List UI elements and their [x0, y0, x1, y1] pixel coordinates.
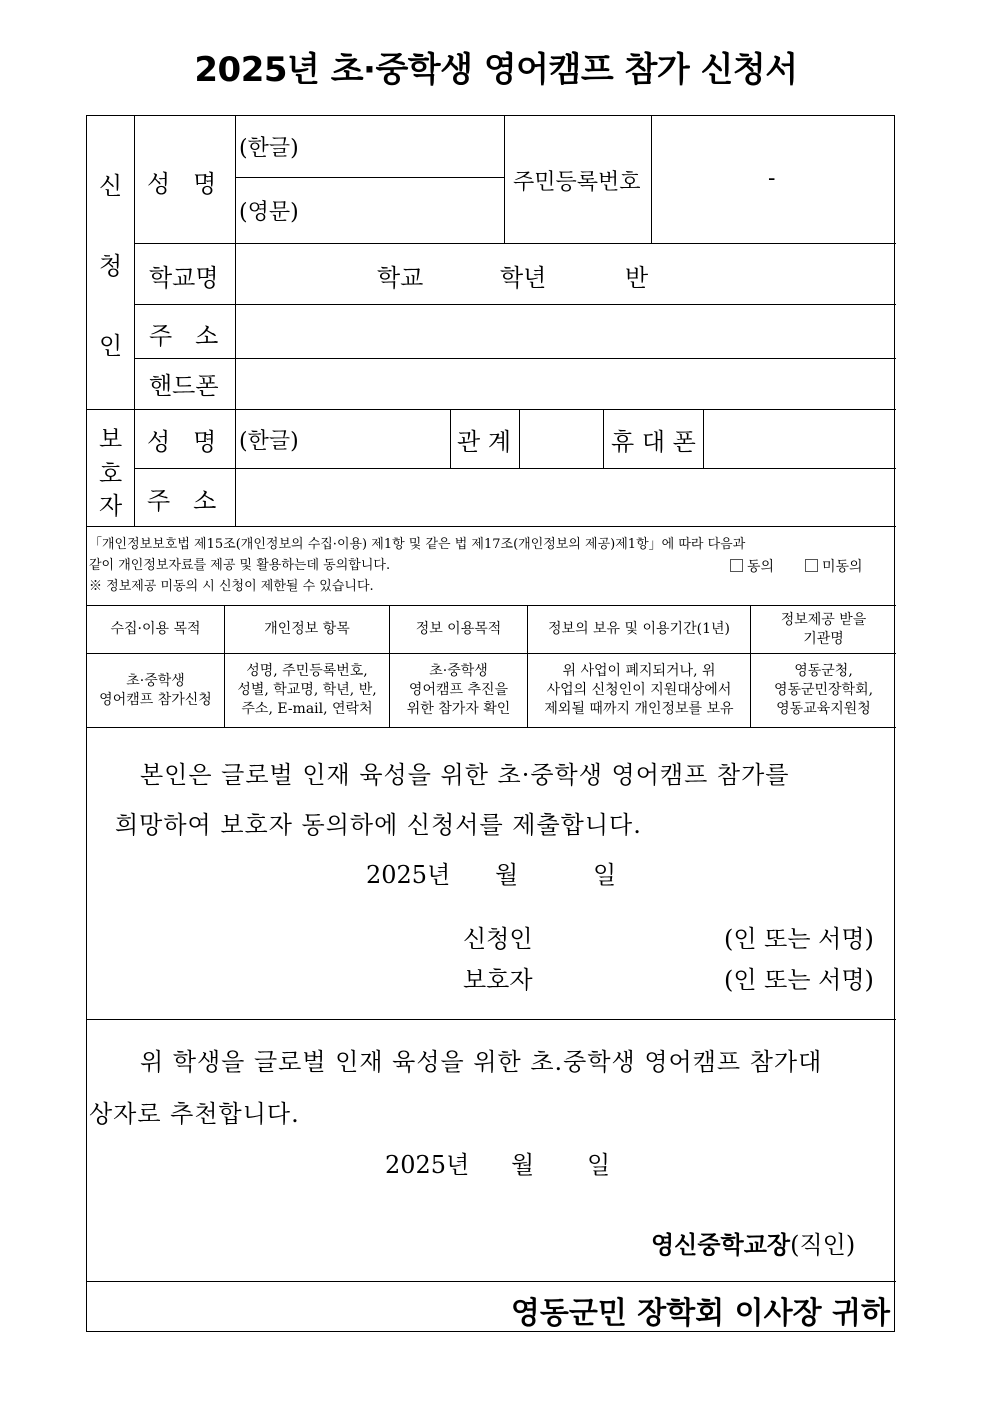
divider — [651, 116, 652, 243]
applicant-phone-label: 핸드폰 — [149, 372, 219, 400]
recommendation-month[interactable]: 월 — [511, 1151, 535, 1179]
divider — [134, 304, 896, 305]
school-label: 학교명 — [149, 264, 219, 292]
guardian-name-korean-field[interactable]: (한글) — [239, 429, 299, 454]
declaration-line-1: 본인은 글로벌 인재 육성을 위한 초·중학생 영어캠프 참가를 — [140, 761, 790, 789]
applicant-name-english-field[interactable]: (영문) — [239, 200, 299, 225]
privacy-header-purpose: 수집·이용 목적 — [110, 621, 201, 637]
rrn-label: 주민등록번호 — [513, 170, 641, 195]
privacy-note: ※ 정보제공 미동의 시 신청이 제한될 수 있습니다. — [89, 579, 374, 594]
recommendation-day[interactable]: 일 — [587, 1151, 611, 1179]
recommendation-year: 2025년 — [385, 1151, 470, 1179]
checkbox-icon — [805, 559, 818, 572]
form-title: 2025년 초·중학생 영어캠프 참가 신청서 — [194, 50, 798, 90]
privacy-consent-line-1: 「개인정보보호법 제15조(개인정보의 수집·이용) 제1항 및 같은 법 제17조(개인정보의 제공)제1항」에 따라 다음과 — [89, 537, 746, 552]
applicant-side-label-2: 청 — [99, 252, 123, 280]
agree-checkbox[interactable] — [730, 556, 774, 576]
school-word[interactable]: 학교 — [377, 264, 424, 292]
principal-signature[interactable] — [651, 1225, 855, 1260]
applicant-side-label-3: 인 — [99, 332, 123, 360]
recommendation-line-2: 상자로 추천합니다. — [89, 1100, 300, 1128]
privacy-cell-purpose: 초·중학생 영어캠프 참가신청 — [99, 672, 212, 708]
principal-seal: (직인) — [790, 1231, 856, 1259]
applicant-signature[interactable]: (인 또는 서명) — [724, 925, 874, 953]
agree-label: 동의 — [747, 559, 775, 575]
privacy-header-period: 정보의 보유 및 이용기간(1년) — [548, 621, 730, 637]
class-word[interactable]: 반 — [625, 264, 649, 292]
privacy-cell-period: 위 사업이 폐지되거나, 위 사업의 신청인이 지원대상에서 제외될 때까지 개인정보를 보유 — [544, 663, 734, 717]
guardian-address-label: 주 소 — [147, 487, 217, 515]
privacy-header-use: 정보 이용목적 — [415, 621, 502, 637]
divider — [87, 409, 896, 410]
declaration-applicant-label: 신청인 — [463, 925, 533, 953]
grade-word[interactable]: 학년 — [500, 264, 547, 292]
divider — [235, 177, 504, 178]
recommendation-line-1: 위 학생을 글로벌 인재 육성을 위한 초.중학생 영어캠프 참가대 — [140, 1048, 823, 1076]
guardian-name-label: 성 명 — [147, 428, 217, 456]
declaration-year: 2025년 — [366, 861, 451, 889]
divider — [87, 526, 896, 527]
applicant-side-label-1: 신 — [99, 172, 123, 200]
privacy-header-items: 개인정보 항목 — [264, 621, 350, 637]
guardian-mobile-label: 휴 대 폰 — [611, 428, 696, 456]
disagree-checkbox[interactable] — [805, 556, 863, 576]
privacy-cell-items: 성명, 주민등록번호, 성별, 학교명, 학년, 반, 주소, E-mail, 연락처 — [237, 663, 377, 717]
divider — [134, 243, 896, 244]
guardian-side-label-2: 호 — [99, 460, 123, 488]
guardian-side-label-1: 보 — [99, 425, 123, 453]
privacy-cell-use: 초·중학생 영어캠프 추진을 위한 참가자 확인 — [406, 663, 511, 717]
divider — [519, 409, 520, 468]
privacy-consent-line-2: 같이 개인정보자료를 제공 및 활용하는데 동의합니다. — [89, 558, 391, 573]
divider — [134, 116, 135, 526]
divider — [87, 1281, 896, 1282]
divider — [235, 116, 236, 526]
privacy-header-recipient: 정보제공 받을 기관명 — [780, 611, 867, 647]
applicant-name-korean-field[interactable]: (한글) — [239, 136, 299, 161]
declaration-guardian-label: 보호자 — [463, 966, 533, 994]
application-form — [86, 115, 895, 1332]
privacy-cell-recipient: 영동군청, 영동군민장학회, 영동교육지원청 — [773, 663, 874, 717]
declaration-day[interactable]: 일 — [593, 861, 617, 889]
applicant-name-label: 성 명 — [147, 170, 217, 198]
guardian-side-label-3: 자 — [99, 492, 123, 520]
divider — [603, 409, 604, 468]
disagree-label: 미동의 — [822, 559, 863, 575]
divider — [87, 727, 896, 728]
divider — [134, 358, 896, 359]
principal-title: 영신중학교장 — [651, 1231, 791, 1259]
checkbox-icon — [730, 559, 743, 572]
rrn-field[interactable]: - — [768, 166, 776, 191]
declaration-month[interactable]: 월 — [495, 861, 519, 889]
applicant-address-label: 주 소 — [149, 322, 219, 350]
divider — [87, 1019, 896, 1020]
divider — [450, 409, 451, 468]
divider — [504, 116, 505, 243]
addressee: 영동군민 장학회 이사장 귀하 — [510, 1296, 890, 1331]
divider — [134, 468, 896, 469]
divider — [703, 409, 704, 468]
guardian-signature[interactable]: (인 또는 서명) — [724, 966, 874, 994]
declaration-line-2: 희망하여 보호자 동의하에 신청서를 제출합니다. — [115, 811, 642, 839]
relation-label: 관 계 — [457, 428, 511, 456]
